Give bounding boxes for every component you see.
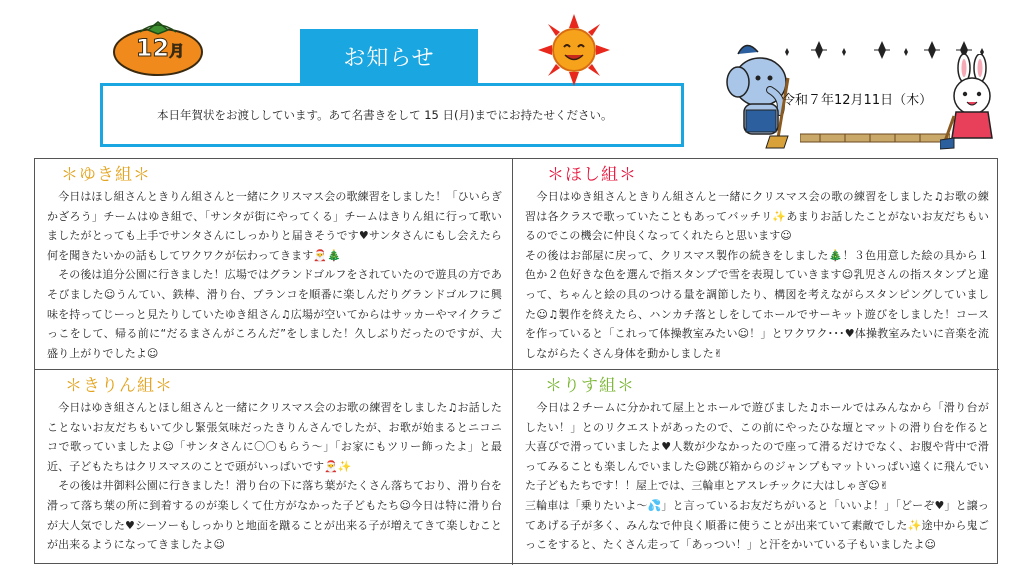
month-number: 12 — [135, 34, 170, 62]
class-panel-hoshi — [513, 159, 999, 370]
class-panel-kirin — [35, 370, 513, 565]
notice-box — [100, 83, 684, 147]
class-text-risu: 今日は２チームに分かれて屋上とホールで遊びました♫ホールではみんなから「滑り台がしたい！」とのリクエストがあったので、この前にやったひな壇とマットの滑り台を作ると大喜びで滑っていましたよ♥人数が少なかったので座って滑るだけでなく、お腹や背中で滑ってみることも楽しんでいました☺跳び箱からのジャンプもマットいっぱい遠くに飛んでいた子どもたちです！！屋上では、三輪車とアスレチックに大はしゃぎ☺✌ 三輪車は「乗りたいよ～💦」と言っているお友だちがいると「いいよ！」「どーぞ♥」と譲ってあげる子が多く、みんなで仲良く順番に使うことが出来ていて素敵でした✨途中から鬼ごっこをすると、たくさん走って「あっつい！」と汗をかいている子もいましたよ☺ — [525, 401, 989, 552]
class-text-kirin: 今日はゆき組さんとほし組さんと一緒にクリスマス会のお歌の練習をしました♫お話したことないお友だちもいて少し緊張気味だったきりんさんでしたが、お歌が始まるとニコニコで歌っていましたよ☺「サンタさんに〇〇もらう～」「お家にもツリー飾ったよ」と最近、子どもたちはクリスマスのことで頭がいっぱいです🎅✨ その後は井御料公園に行きました！滑り台の下に落ち葉がたくさん落ちており、滑り台を滑って落ち葉の所に到着するのが楽しくて仕方がなかった子どもたち☺今日は特に滑り台が大人気でした♥シーソーもしっかりと地面を蹴ることが出来る子が増えてきて楽しむことが出来るようになってきましたよ☺ — [47, 401, 502, 552]
page-title — [300, 29, 478, 83]
class-panel-yuki — [35, 159, 513, 370]
class-title-risu: ＊りす組＊ — [545, 376, 635, 396]
smiling-sun-icon — [538, 14, 610, 86]
page-title-text: お知らせ — [343, 45, 435, 71]
class-report-grid — [34, 158, 998, 564]
rabbit-sweeping-icon — [940, 54, 1006, 150]
date-text: 令和７年12月11日（木） — [782, 93, 933, 108]
stone-path-decoration — [800, 132, 950, 144]
class-panel-risu — [513, 370, 999, 565]
class-text-yuki: 今日はほし組さんときりん組さんと一緒にクリスマス会の歌練習をしました！「ひいらぎかざろう」チームはゆき組で、「サンタが街にやってくる」チームはきりん組に行って歌いましたがとっても上手でサンタさんにしっかりと届きそうです♥サンタさんにもし会えたら何を聞きたいかの話もしてワクワクが伝わってきます🎅🎄 その後は追分公園に行きました！広場ではグランドゴルフをされていたので遊具の方であそびました☺うんてい、鉄棒、滑り台、ブランコを順番に楽しんだりグランドゴルフに興味を持ってじーっと見たりしていたゆき組さん♫広場が空いてからはサッカーやマイクラごっこをして、帰る前に“だるまさんがころんだ”をしました！久しぶりだったのですが、大盛り上がりでしたよ☺ — [47, 190, 502, 360]
month-unit: 月 — [169, 42, 185, 60]
class-text-hoshi: 今日はゆき組さんときりん組さんと一緒にクリスマス会の歌の練習をしました♫お歌の練習は各クラスで歌っていたこともあってバッチリ✨あまりお話したことがないお友だちもいるのでこの機会に仲良くなってくれたらと思います☺ その後はお部屋に戻って、クリスマス製作の続きをしました🎄！３色用意した絵の具から１色か２色好きな色を選んで指スタンプで雪を表現していきます☺乳児さんの指スタンプと違って、ちゃんと絵の具のつける量を調節したり、構図を考えながらスタンピングしていました☺♫製作を終えたら、ハンカチ落としをしてホールでサーキット遊びをしました！コースを作っていると「これって体操教室みたい☺！」とワクワク･･･♥体操教室みたいに音楽を流しながらたくさん身体を動かしました✌ — [525, 190, 989, 360]
month-badge — [112, 16, 204, 76]
class-title-kirin: ＊きりん組＊ — [65, 376, 173, 396]
class-title-yuki: ＊ゆき組＊ — [61, 165, 151, 185]
notice-text: 本日年賀状をお渡ししています。あて名書きをして 15 日(月)までにお持たせください。 — [157, 108, 613, 122]
class-title-hoshi: ＊ほし組＊ — [547, 165, 637, 185]
